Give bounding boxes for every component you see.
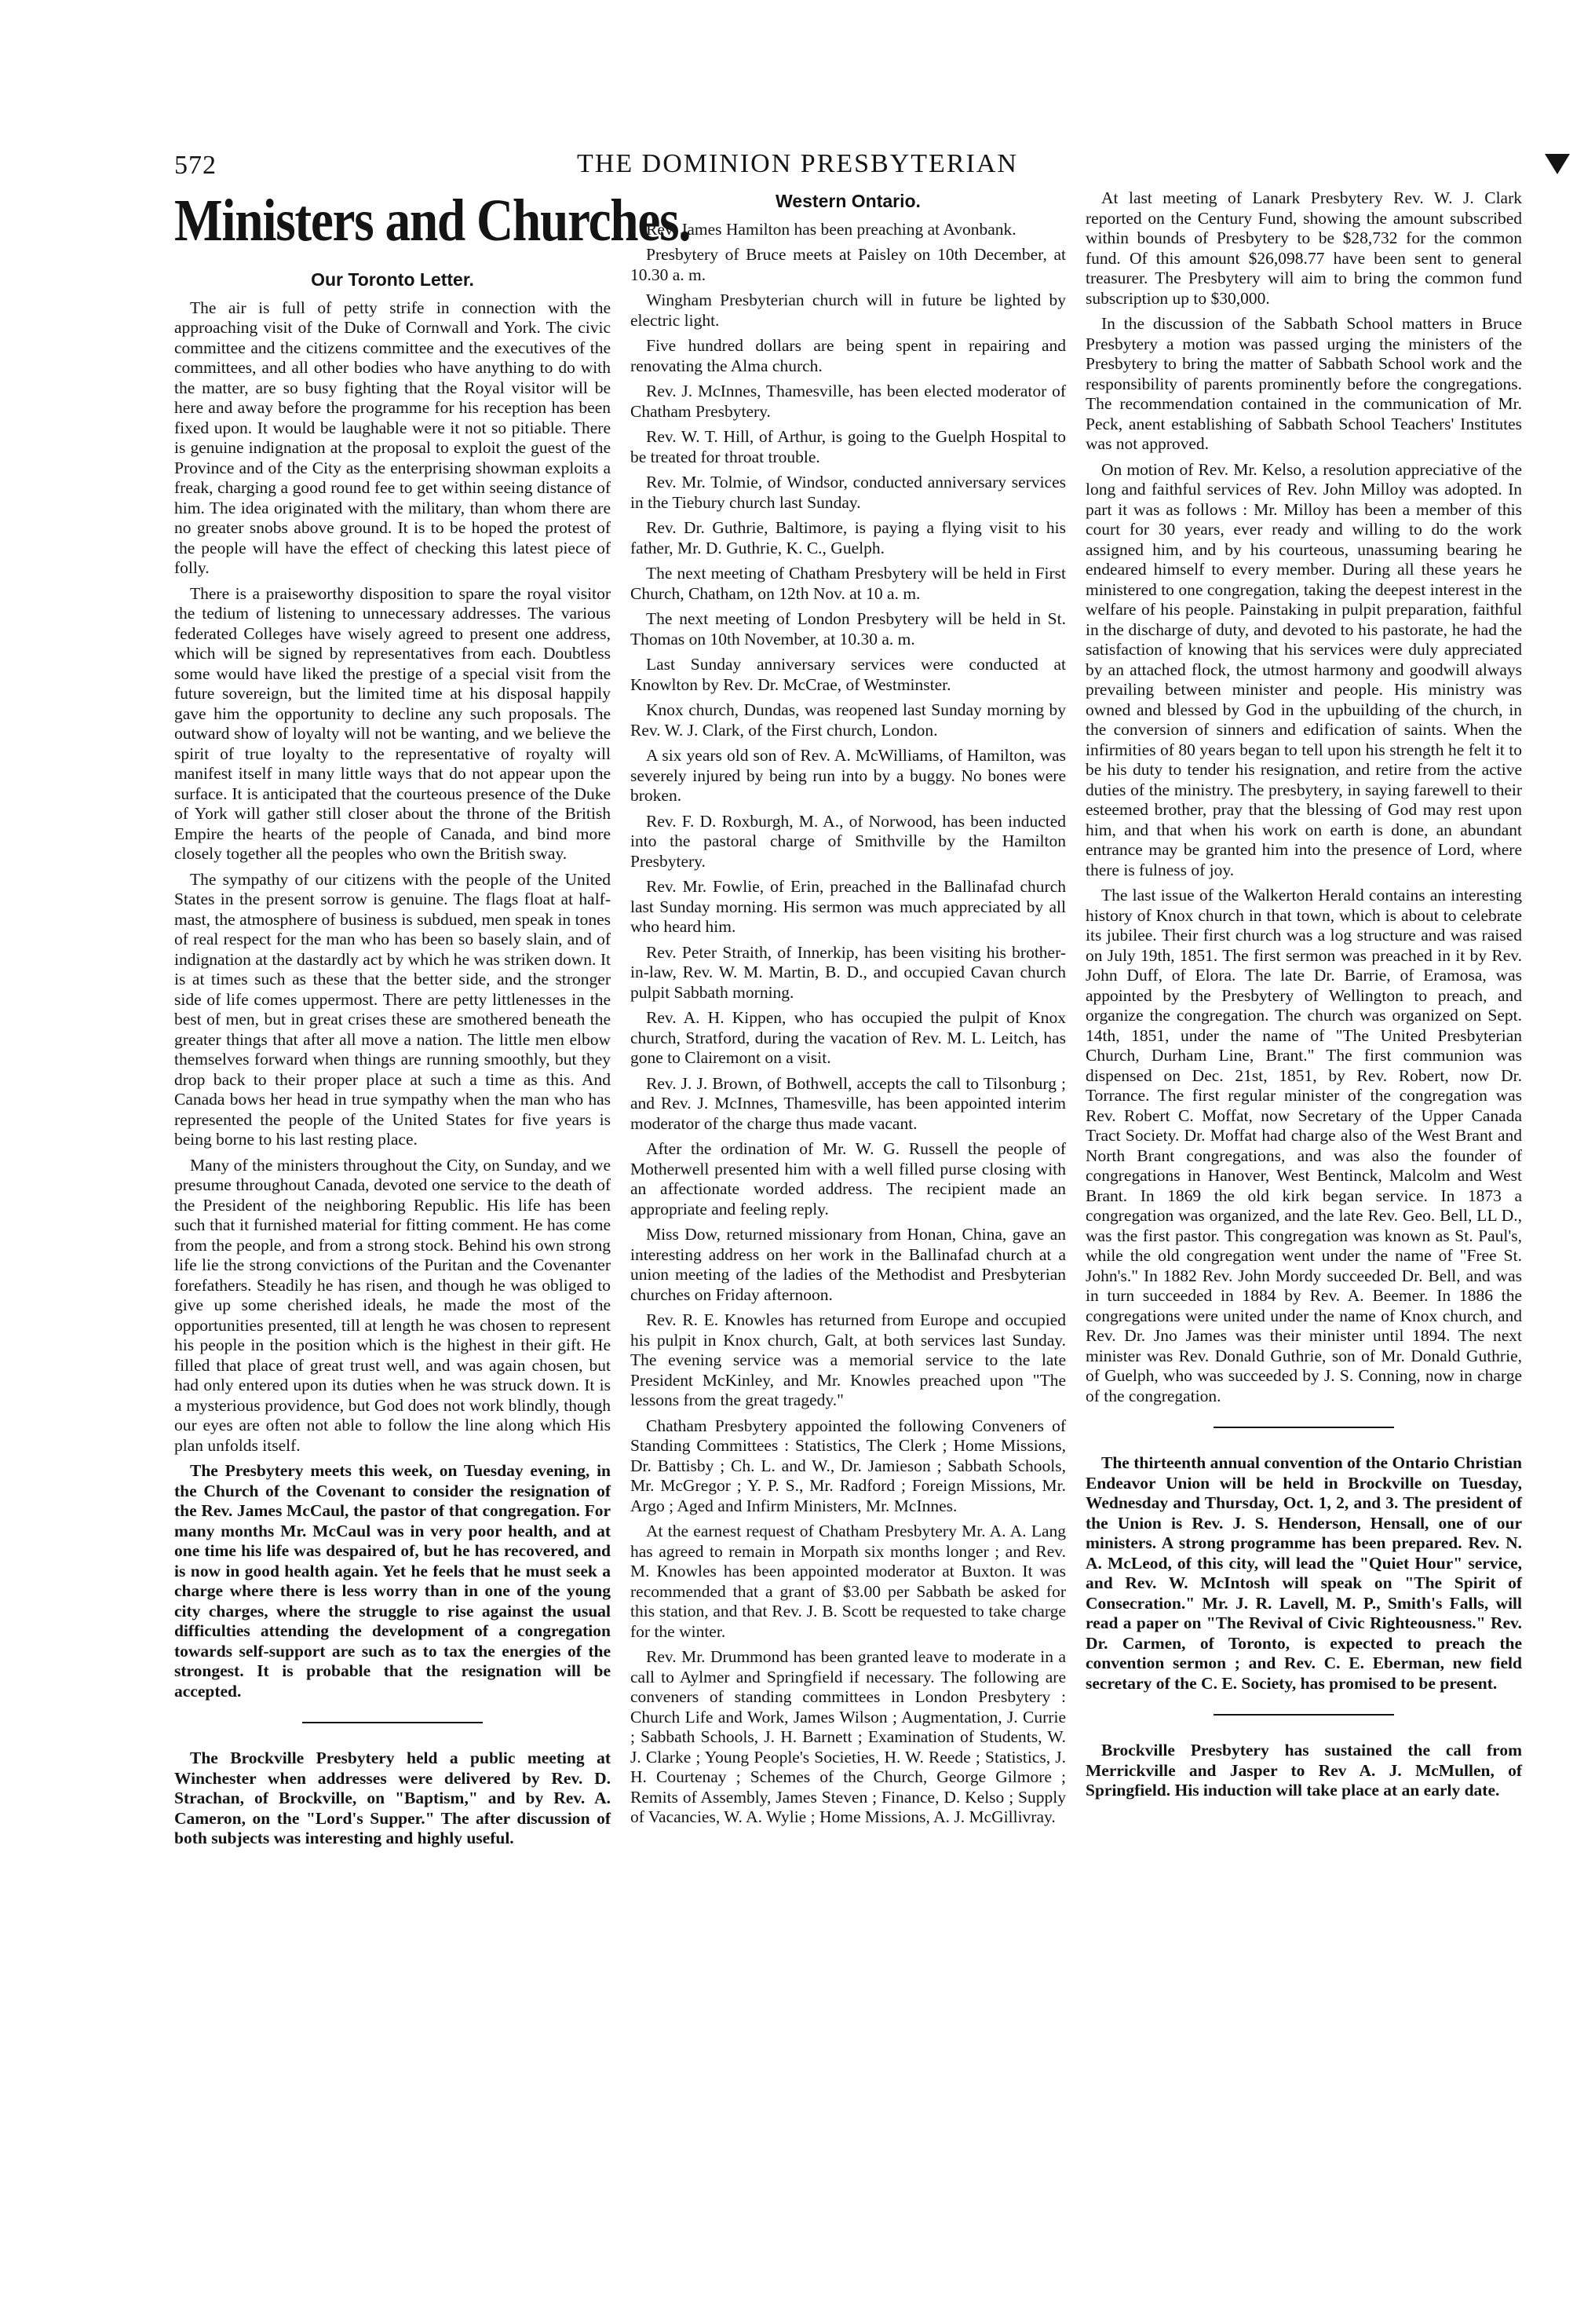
section-divider [1214,1714,1394,1716]
news-item: Rev. Peter Straith, of Innerkip, has been visiting his brother-in-law, Rev. W. M. Martin, B. D., and occupied Cavan church pulpit Sabbath morning. [630,942,1066,1002]
news-item: Chatham Presbytery appointed the following Conveners of Standing Committees : Statistics, The Clerk ; Home Missions, Dr. Battisby ; Ch. L. and W., Dr. Jamieson ; Sabbath Schools, Mr. McGregor ; Y. P. S., Mr. Radford ; Foreign Missions, Mr. Argo ; Aged and Infirm Ministers, Mr. McInnes. [630,1416,1066,1515]
news-item: After the ordination of Mr. W. G. Russell the people of Motherwell presented him with a well filled purse closing with an affectionate worded address. The recipient made an appropriate and feeling reply. [630,1139,1066,1219]
news-item: At the earnest request of Chatham Presbytery Mr. A. A. Lang has agreed to remain in Morpath six months longer ; and Rev. M. Knowles has been appointed moderator at Buxton. It was recommended that a grant of $3.00 per Sabbath be asked for this station, and that Rev. J. B. Scott be requested to take charge for the winter. [630,1522,1066,1641]
news-item: Miss Dow, returned missionary from Honan, China, gave an interesting address on her work in the Ballinafad church at a union meeting of the ladies of the Methodist and Presbyterian churches on Friday afternoon. [630,1225,1066,1304]
section-heading-western-ontario: Western Ontario. [776,191,921,211]
news-item: Rev. Mr. Tolmie, of Windsor, conducted anniversary services in the Tiebury church last Sunday. [630,473,1066,512]
article-paragraph: The sympathy of our citizens with the people of the United States in the present sorrow is genuine. The flags float at half-mast, the atmosphere of business is subdued, men speak in tones of real respect for the man who has been so basely slain, and of indignation at the dastardly act by which he was striken down. It is at times such as these that the better side, and the stronger side of life comes uppermost. There are petty littlenesses in the best of men, but in great crises these are smothered beneath the greater things that after all move a nation. The little men elbow themselves forward when things are running smoothly, but they drop back to their proper place at such a time as this. And Canada bows her head in true sympathy when the man who has represented the people of the United States for five years is being borne to his last resting place. [174,869,611,1149]
endeavor-convention-notice: The thirteenth annual convention of the Ontario Christian Endeavor Union will be held in Brockville on Tuesday, Wednesday and Thursday, Oct. 1, 2, and 3. The president of the Union is Rev. J. S. Henderson, Hensall, one of our ministers. A strong programme has been prepared. Rev. N. A. McLeod, of this city, will lead the "Quiet Hour" service, and Rev. W. McIntosh will speak on "The Spirit of Consecration." Mr. J. R. Lavell, M. P., Smith's Falls, will read a paper on "The Revival of Civic Righteousness." Rev. Dr. Carmen, of Toronto, is expected to preach the convention sermon ; and Rev. C. E. Eberman, new field secretary of the C. E. Society, has promised to be present. [1086,1453,1522,1693]
section-divider [302,1722,483,1723]
news-item: Rev. W. T. Hill, of Arthur, is going to the Guelph Hospital to be treated for throat trouble. [630,427,1066,466]
news-item: Last Sunday anniversary services were conducted at Knowlton by Rev. Dr. McCrae, of Westminster. [630,655,1066,694]
article-paragraph: The air is full of petty strife in connection with the approaching visit of the Duke of Cornwall and York. The civic committee and the citizens committee and the executives of the committees, and all other bodies who have anything to do with the matter, are so busy fighting that the Royal visitor will be here and away before the programme for his reception has been fixed upon. It would be laughable were it not so pitiable. There is genuine indignation at the proposal to exploit the guest of the Province and of the City as the enterprising showman exploits a freak, charging a good round fee to get within seeing distance of him. The idea originated with the military, than whom there are no greater snobs above ground. It is to be hoped the protest of the people will have the effect of checking this latest piece of folly. [174,298,611,577]
news-item: On motion of Rev. Mr. Kelso, a resolution appreciative of the long and faithful services of Rev. John Milloy was adopted. In part it was as follows : Mr. Milloy has been a member of this court for 30 years, ever ready and willing to do the work assigned him, and by his courteous, unassuming bearing he endeared himself to every member. During all these years he ministered to one congregation, taking the deepest interest in the welfare of his people. Painstaking in pulpit preparation, faithful in the discharge of duty, and devoted to his pastorate, he had the satisfaction of knowing that his services were duly appreciated by an attached flock, the utmost harmony and goodwill always prevailing between minister and people. His ministry was owned and blessed by God in the upbuilding of the church, in the conversion of sinners and edification of saints. When the infirmities of 80 years began to tell upon his strength he felt it to be his duty to tender his resignation, and retire from the active duties of the ministry. The presbytery, in saying farewell to their esteemed brother, pray that the blessing of God may rest upon him, and that when his work on earth is done, an abundant entrance may be granted him into the presence of Lord, where there is fulness of joy. [1086,459,1522,879]
news-item: Rev. J. McInnes, Thamesville, has been elected moderator of Chatham Presbytery. [630,382,1066,421]
article-paragraph: Many of the ministers throughout the City, on Sunday, and we presume throughout Canada, devoted one service to the death of the President of the neighboring Republic. His life has been such that it furnished material for fitting comment. He has come from the people, and from a strong stock. Behind his own strong life lie the strong convictions of the Puritan and the Covenanter forefathers. Steadily he has risen, and though he was obliged to give up some cherished ideals, he made the most of the opportunities presented, till at length he was chosen to represent his people in the position which is the highest in their gift. He filled that place of great trust well, and was again chosen, but had only entered upon its duties when he was struck down. It is a mysterious providence, but God does not work blindly, though our eyes are often not able to follow the line along which His plan unfolds itself. [174,1155,611,1455]
column-1 [174,188,691,1854]
news-item: Rev. Dr. Guthrie, Baltimore, is paying a flying visit to his father, Mr. D. Guthrie, K. C., Guelph. [630,518,1066,557]
section-divider [1214,1427,1394,1428]
running-head: THE DOMINION PRESBYTERIAN [577,149,1018,178]
column-3 [1086,188,1522,1807]
news-item: The last issue of the Walkerton Herald contains an interesting history of Knox church in that town, which is about to celebrate its jubilee. Their first church was a log structure and was raised on July 19th, 1851. The first sermon was preached in it by Rev. John Duff, of Elora. The late Dr. Barrie, of Eramosa, was appointed by the Presbytery of Wellington to preach, and organize the congregation. The church was organized on Sept. 14th, 1851, under the name of "The United Presbyterian Church, Durham Line, Brant." The first communion was dispensed on Dec. 21st, 1851, by Rev. Robert, now Dr. Torrance. The first regular minister of the congregation was Rev. Robert C. Moffat, now Secretary of the Upper Canada Tract Society. Dr. Moffat had charge also of the West Brant and North Brant congregations, and was also the founder of congregations in Hanover, West Bentinck, Malcolm and West Brant. In 1869 the old kirk began service. In 1873 a congregation was organized, and the late Rev. Geo. Bell, LL D., was the first pastor. This congregation was known as St. Paul's, while the old congregation went under the name of "Free St. John's." In 1882 Rev. John Mordy succeeded Dr. Bell, and was in turn succeeded in 1884 by Rev. A. Beemer. In 1886 the congregations were united under the name of Knox church, and Rev. Dr. Jno James was their minister until 1894. The next minister was Rev. Donald Guthrie, son of Mr. Donald Guthrie, of Guelph, who was succeeded by J. S. Conning, now in charge of the congregation. [1086,886,1522,1405]
news-item: Wingham Presbyterian church will in future be lighted by electric light. [630,290,1066,330]
section-heading-toronto-letter: Our Toronto Letter. [311,269,474,290]
news-item: At last meeting of Lanark Presbytery Rev. W. J. Clark reported on the Century Fund, showing the amount subscribed within bounds of Presbytery to be $28,732 for the common fund. Of this amount $26,098.77 have been sent to general treasurer. The Presbytery will aim to bring the common fund subscription up to $30,000. [1086,188,1522,308]
news-item: Presbytery of Bruce meets at Paisley on 10th December, at 10.30 a. m. [630,245,1066,284]
article-paragraph: The Presbytery meets this week, on Tuesday evening, in the Church of the Covenant to consider the resignation of the Rev. James McCaul, the pastor of that congregation. For many months Mr. McCaul was in very poor health, and at one time his life was despaired of, but he has recovered, and is now in good health again. Yet he feels that he must seek a charge where there is less worry than in one of the young city charges, where the struggle to rise against the usual difficulties attending the development of a congregation towards self-support are such as to tax the energies of the strongest. It is probable that the resignation will be accepted. [174,1461,611,1701]
corner-mark [1545,154,1570,174]
news-item: Rev. Mr. Fowlie, of Erin, preached in the Ballinafad church last Sunday morning. His sermon was much appreciated by all who heard him. [630,877,1066,936]
news-item: The next meeting of Chatham Presbytery will be held in First Church, Chatham, on 12th Nov. at 10 a. m. [630,564,1066,603]
news-item: Rev. J. J. Brown, of Bothwell, accepts the call to Tilsonburg ; and Rev. J. McInnes, Thamesville, has been appointed interim moderator of the charge thus made vacant. [630,1073,1066,1133]
brockville-meeting-notice: The Brockville Presbytery held a public meeting at Winchester when addresses were delivered by Rev. D. Strachan, of Brockville, on "Baptism," and by Rev. A. Cameron, on the "Lord's Supper." The after discussion of both subjects was interesting and highly useful. [174,1748,611,1847]
department-title: Ministers and Churches. [174,188,691,254]
news-item: Rev. A. H. Kippen, who has occupied the pulpit of Knox church, Stratford, during the vacation of Rev. M. L. Leitch, has gone to Clairemont on a visit. [630,1008,1066,1067]
news-item: The next meeting of London Presbytery will be held in St. Thomas on 10th November, at 10.30 a. m. [630,609,1066,649]
news-item: Rev. James Hamilton has been preaching at Avonbank. [646,219,1016,239]
brockville-call-notice: Brockville Presbytery has sustained the call from Merrickville and Jasper to Rev A. J. McMullen, of Springfield. His induction will take place at an early date. [1086,1741,1522,1800]
article-paragraph: There is a praiseworthy disposition to spare the royal visitor the tedium of listening to unnecessary addresses. The various federated Colleges have wisely agreed to present one address, which will be signed by representatives from each. Doubtless some would have liked the prestige of a special visit from the future sovereign, but the limited time at his disposal happily gave him the opportunity to decline any such proposals. The outward show of loyalty will not be wanting, and we believe the spirit of true loyalty to the representative of royalty will manifest itself in many little ways that do not appear upon the surface. It is anticipated that the courteous presence of the Duke of York will gather still closer about the throne of the British Empire the hearts of the people of Canada, and bind more closely together all the peoples who own the British sway. [174,583,611,863]
news-item: Knox church, Dundas, was reopened last Sunday morning by Rev. W. J. Clark, of the First church, London. [630,700,1066,740]
news-item: Rev. F. D. Roxburgh, M. A., of Norwood, has been inducted into the pastoral charge of Smithville by the Hamilton Presbytery. [630,811,1066,871]
news-item: In the discussion of the Sabbath School matters in Bruce Presbytery a motion was passed urging the ministers of the Presbytery to bring the matter of Sabbath School work and the responsibility of parents prominently before the congregations. The recommendation contained in the communication of Mr. Peck, anent establishing of Sabbath School Teachers' Institutes was not approved. [1086,314,1522,453]
page-number: 572 [174,151,217,180]
news-item: A six years old son of Rev. A. McWilliams, of Hamilton, was severely injured by being run into by a buggy. No bones were broken. [630,746,1066,805]
news-item: Five hundred dollars are being spent in repairing and renovating the Alma church. [630,336,1066,375]
column-2 [630,188,1066,1833]
news-item: Rev. R. E. Knowles has returned from Europe and occupied his pulpit in Knox church, Galt, at both services last Sunday. The evening service was a memorial service to the late President McKinley, and Mr. Knowles preached upon "The lessons from the great tragedy." [630,1310,1066,1409]
news-item: Rev. Mr. Drummond has been granted leave to moderate in a call to Aylmer and Springfield if necessary. The following are conveners of standing committees in London Presbytery : Church Life and Work, James Wilson ; Augmentation, J. Currie ; Sabbath Schools, J. H. Barnett ; Examination of Students, W. J. Clarke ; Young People's Societies, H. W. Reede ; Statistics, J. H. Courtenay ; Schemes of the Church, George Gilmore ; Remits of Assembly, James Steven ; Finance, D. Kelso ; Supply of Vacancies, W. A. Wylie ; Home Missions, A. J. McGillivray. [630,1647,1066,1826]
